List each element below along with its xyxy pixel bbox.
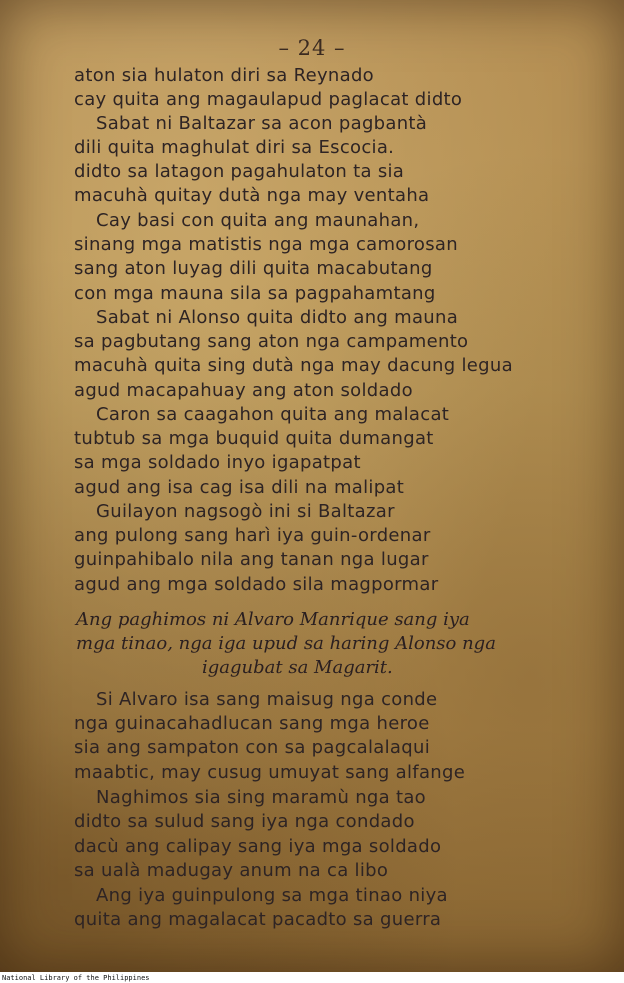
text-line: Sabat ni Baltazar sa acon pagbantà (96, 113, 428, 134)
text-line: agud ang mga soldado sila magpormar (74, 574, 439, 595)
text-line: Caron sa caagahon quita ang malacat (96, 404, 450, 425)
text-line: Ang iya guinpulong sa mga tinao niya (96, 885, 448, 906)
text-line: tubtub sa mga buquid quita dumangat (74, 428, 434, 449)
text-line: maabtic, may cusug umuyat sang alfange (74, 762, 466, 783)
text-line: didto sa latagon pagahulaton ta sia (74, 161, 405, 182)
text-line: Guilayon nagsogò ini si Baltazar (96, 501, 395, 522)
text-line: sa ualà madugay anum na ca libo (74, 860, 389, 881)
heading-line: mga tinao, nga iga upud sa haring Alonso nga (76, 633, 496, 654)
text-line: con mga mauna sila sa pagpahamtang (74, 283, 436, 304)
text-line: quita ang magalacat pacadto sa guerra (74, 909, 442, 930)
footer-credit: National Library of the Philippines (2, 974, 150, 982)
text-line: Naghimos sia sing maramù nga tao (96, 787, 426, 808)
text-line: sinang mga matistis nga mga camorosan (74, 234, 458, 255)
text-line: sa mga soldado inyo igapatpat (74, 452, 361, 473)
text-line: dili quita maghulat diri sa Escocia. (74, 137, 395, 158)
text-line: Si Alvaro isa sang maisug nga conde (96, 689, 438, 710)
text-line: sia ang sampaton con sa pagcalalaqui (74, 737, 430, 758)
text-line: sang aton luyag dili quita macabutang (74, 258, 433, 279)
text-line: macuhà quitay dutà nga may ventaha (74, 185, 430, 206)
text-line: agud ang isa cag isa dili na malipat (74, 477, 405, 498)
text-line: aton sia hulaton diri sa Reynado (74, 65, 374, 86)
text-line: nga guinacahadlucan sang mga heroe (74, 713, 430, 734)
text-line: Cay basi con quita ang maunahan, (96, 210, 420, 231)
text-line: cay quita ang magaulapud paglacat didto (74, 89, 463, 110)
heading-line: Ang paghimos ni Alvaro Manrique sang iya (76, 609, 470, 630)
text-line: guinpahibalo nila ang tanan nga lugar (74, 549, 429, 570)
text-line: macuhà quita sing dutà nga may dacung legua (74, 355, 513, 376)
page-number: – 24 – (278, 36, 346, 60)
text-line: sa pagbutang sang aton nga campamento (74, 331, 469, 352)
text-line: dacù ang calipay sang iya mga soldado (74, 836, 442, 857)
text-line: Sabat ni Alonso quita didto ang mauna (96, 307, 459, 328)
text-line: agud macapahuay ang aton soldado (74, 380, 413, 401)
text-line: ang pulong sang harì iya guin-ordenar (74, 525, 431, 546)
text-line: didto sa sulud sang iya nga condado (74, 811, 415, 832)
heading-line: igagubat sa Magarit. (202, 657, 393, 678)
